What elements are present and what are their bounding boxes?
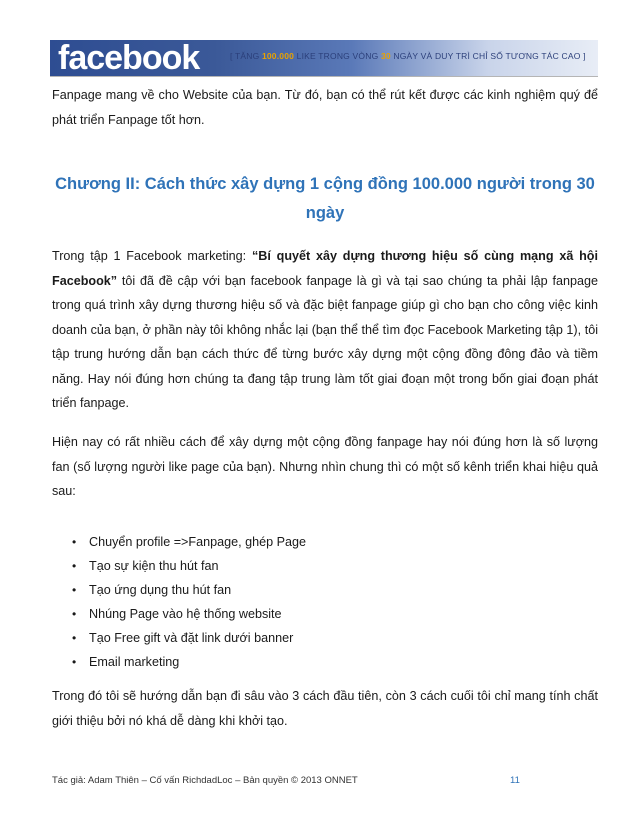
bullet-icon: • bbox=[72, 607, 77, 621]
list-item bbox=[72, 650, 306, 674]
list-item-text: Tạo sự kiện thu hút fan bbox=[89, 559, 219, 573]
list-item bbox=[72, 530, 306, 554]
bullet-icon: • bbox=[72, 583, 77, 597]
tagline-prefix: [ TĂNG bbox=[230, 51, 262, 61]
paragraph-1 bbox=[52, 244, 598, 416]
header-tagline bbox=[230, 51, 586, 61]
bullet-icon: • bbox=[72, 655, 77, 669]
book-title-quote: “Bí quyết xây dựng thương hiệu số cùng mạng xã hội Facebook” bbox=[52, 249, 598, 288]
list-item-text: Nhúng Page vào hệ thống website bbox=[89, 607, 282, 621]
tagline-middle: LIKE TRONG VÒNG bbox=[294, 51, 381, 61]
tagline-suffix: NGÀY VÀ DUY TRÌ CHỈ SỐ TƯƠNG TÁC CAO ] bbox=[390, 51, 586, 61]
chapter-heading: Chương II: Cách thức xây dựng 1 cộng đồng 100.000 người trong 30 ngày bbox=[55, 175, 595, 222]
bullet-icon: • bbox=[72, 535, 77, 549]
footer-credit: Tác giả: Adam Thiên – Cố vấn RichdadLoc – Bản quyền © 2013 ONNET bbox=[52, 775, 358, 786]
list-item-text: Tạo Free gift và đặt link dưới banner bbox=[89, 631, 294, 645]
paragraph-3: Trong đó tôi sẽ hướng dẫn bạn đi sâu vào 3 cách đầu tiên, còn 3 cách cuối tôi chỉ mang tính chất giới thiệu bởi nó khá dễ dàng khi khởi tạo. bbox=[52, 689, 598, 728]
paragraph-1-body: tôi đã đề cập với bạn facebook fanpage là gì và tại sao chúng ta phải lập fanpage trong quá trình xây dựng thương hiệu số và đặc biệt fanpage giúp gì cho bạn cho công việc kinh doanh của bạn, ở phần này tôi không nhắc lại (bạn thể thể tìm đọc Facebook Marketing tập 1), tôi tập trung hướng dẫn bạn cách thức để từng bước xây dựng một cộng đồng đông đảo và tiềm năng. Hay nói đúng hơn chúng ta đang tập trung làm tốt giai đoạn một trong bốn giai đoạn phát triển fanpage. bbox=[52, 273, 598, 410]
tagline-number-likes: 100.000 bbox=[261, 51, 295, 61]
paragraph-2: Hiện nay có rất nhiều cách để xây dựng một cộng đồng fanpage hay nói đúng hơn là số lượng fan (số lượng người like page của bạn). Nhưng nhìn chung thì có một số kênh triển khai hiệu quả sau: bbox=[52, 435, 598, 498]
list-item-text: Tạo ứng dụng thu hút fan bbox=[89, 583, 232, 597]
header-divider bbox=[50, 76, 598, 77]
tagline-number-days: 30 bbox=[380, 51, 391, 61]
intro-paragraph: Fanpage mang về cho Website của bạn. Từ đó, bạn có thể rút kết được các kinh nghiệm quý để phát triển Fanpage tốt hơn. bbox=[52, 88, 598, 127]
list-item-text: Email marketing bbox=[89, 655, 180, 669]
bullet-icon: • bbox=[72, 631, 77, 645]
list-item bbox=[72, 626, 306, 650]
paragraph-1-lead: Trong tập 1 Facebook marketing: bbox=[52, 249, 252, 263]
header-banner bbox=[50, 40, 598, 76]
list-item bbox=[72, 554, 306, 578]
list-item-text: Chuyển profile =>Fanpage, ghép Page bbox=[89, 535, 307, 549]
page-number: 11 bbox=[510, 775, 520, 786]
list-item bbox=[72, 602, 306, 626]
bullet-icon: • bbox=[72, 559, 77, 573]
channel-list bbox=[72, 530, 306, 674]
facebook-logo: facebook bbox=[58, 39, 200, 77]
list-item bbox=[72, 578, 306, 602]
